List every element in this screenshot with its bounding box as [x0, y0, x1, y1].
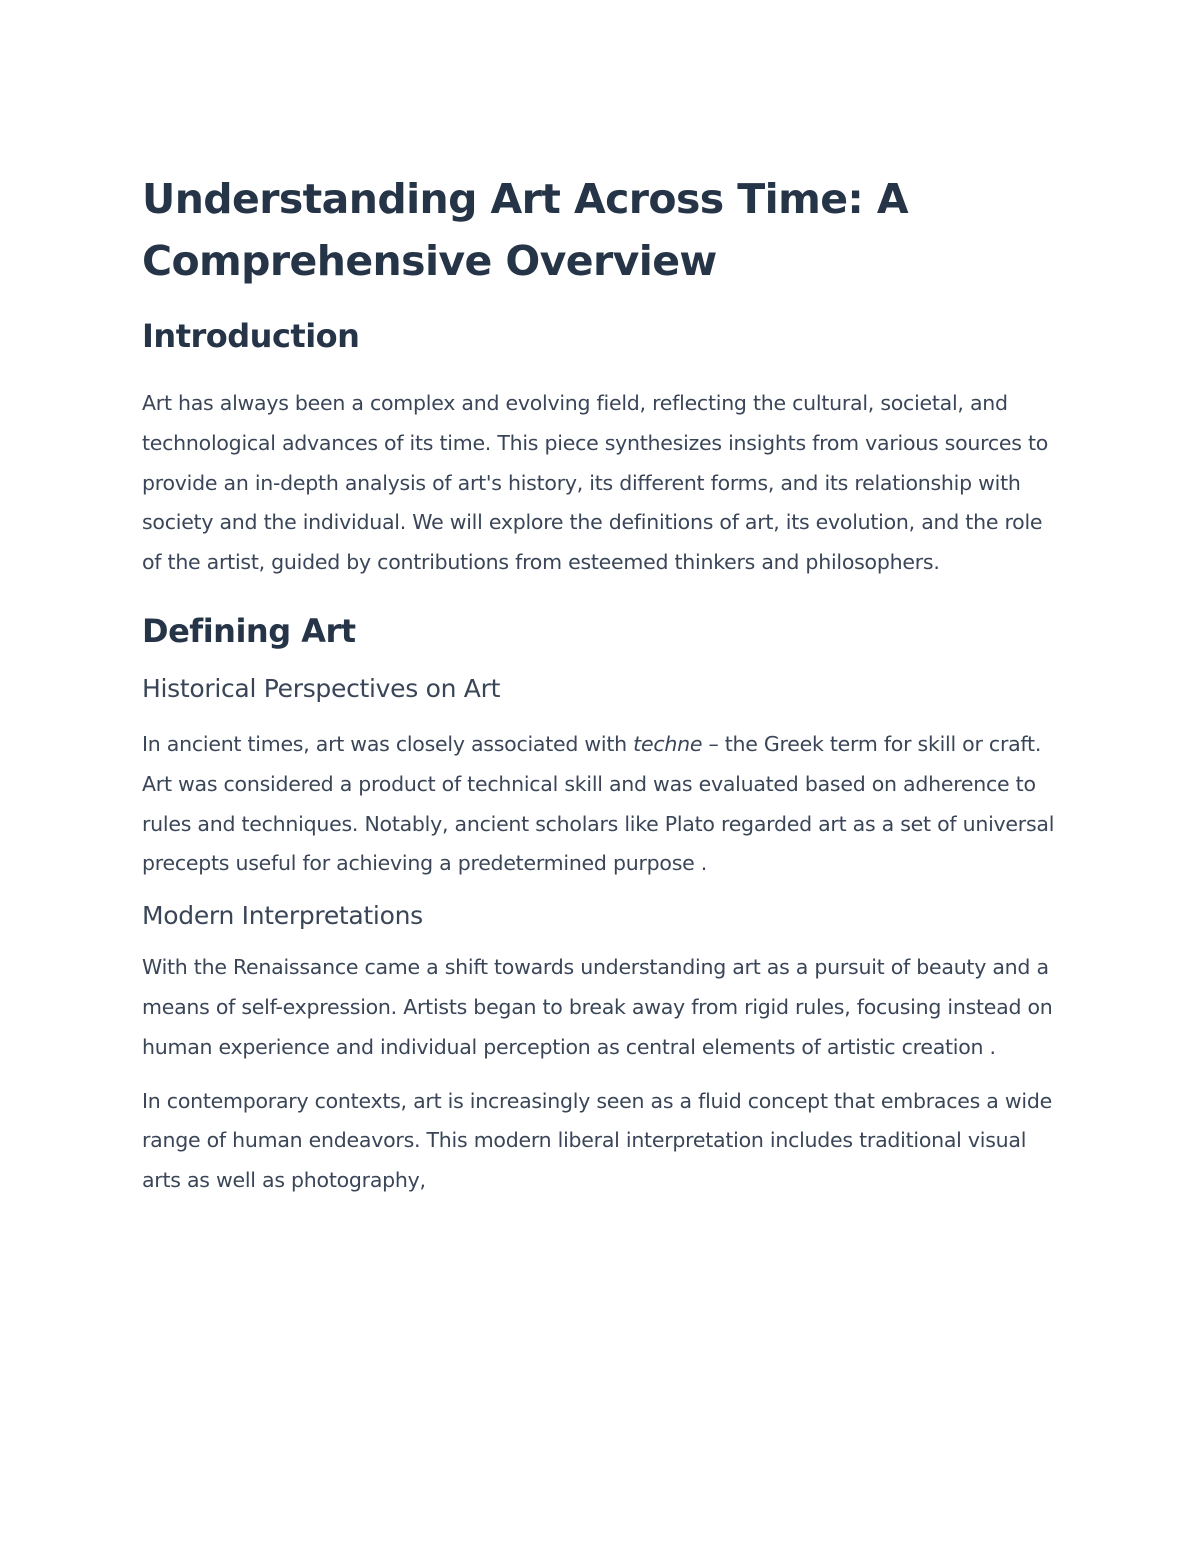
introduction-paragraph: Art has always been a complex and evolving field, reflecting the cultural, societal, and technological advances of its time. This piece synthesizes insights from various sources to provide an in-depth analysis of art's history, its different forms, and its relationship with society and the individual. We will explore the definitions of art, its evolution, and the role of the artist, guided by contributions from esteemed thinkers and philosophers.	[142, 391, 1049, 575]
introduction-heading: Introduction	[142, 317, 360, 355]
defining-art-heading: Defining Art	[142, 611, 356, 650]
techne-term: techne	[633, 731, 703, 756]
document-page	[142, 168, 1062, 1201]
historical-text-before: In ancient times, art was closely associated with	[142, 731, 634, 756]
historical-text-after: – the Greek term for skill or craft. Art was considered a product of technical skill and was evaluated based on adherence to rules and techniques. Notably, ancient scholars like Plato regarded art as a set of universal precepts useful for achieving a predetermined purpose .	[142, 731, 1055, 876]
modern-interpretations-paragraph-1: With the Renaissance came a shift towards understanding art as a pursuit of beauty and a means of self-expression. Artists began to break away from rigid rules, focusing instead on human experience and individual perception as central elements of artistic creation .	[142, 955, 1053, 1059]
historical-perspectives-paragraph	[142, 725, 1062, 884]
modern-interpretations-paragraph-2: In contemporary contexts, art is increasingly seen as a fluid concept that embraces a wide range of human endeavors. This modern liberal interpretation includes traditional visual arts as well as photography,	[142, 1088, 1052, 1193]
modern-interpretations-heading: Modern Interpretations	[142, 901, 423, 931]
historical-perspectives-heading: Historical Perspectives on Art	[142, 673, 501, 703]
document-title: Understanding Art Across Time: A Comprehensive Overview	[142, 175, 909, 285]
